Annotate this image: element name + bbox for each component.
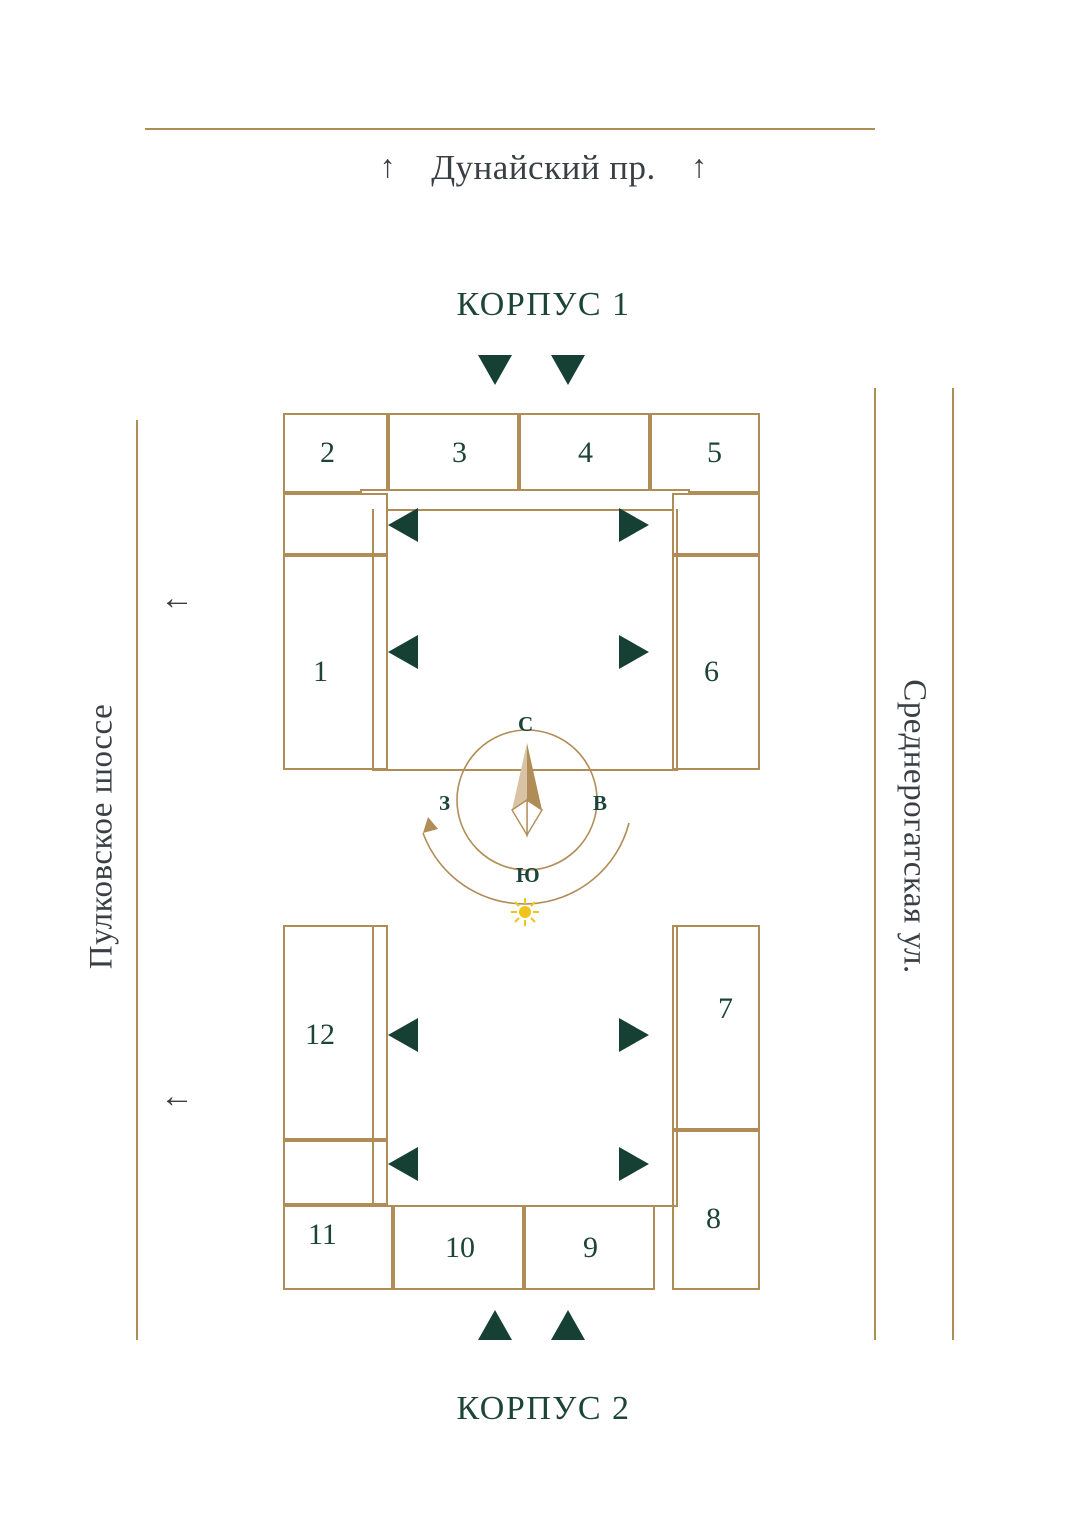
- compass-north-label: С: [518, 712, 534, 736]
- section-number-9: 9: [583, 1231, 598, 1264]
- section-number-12: 12: [305, 1018, 335, 1051]
- yard-marker-k2-bottom-right: [619, 1147, 649, 1181]
- yard-marker-k1-bottom-left: [388, 635, 418, 669]
- srednerogatskaya-street-line-outer: [952, 388, 954, 1340]
- srednerogatskaya-street-line-inner: [874, 388, 876, 1340]
- section-number-11: 11: [308, 1218, 337, 1251]
- entrance-arrow-korpus2-left: [478, 1310, 512, 1340]
- section-number-4: 4: [578, 436, 593, 469]
- yard-marker-k1-top-left: [388, 508, 418, 542]
- section-number-3: 3: [452, 436, 467, 469]
- section-number-8: 8: [706, 1202, 721, 1235]
- section-number-5: 5: [707, 436, 722, 469]
- dunaysky-street-line: [145, 128, 875, 130]
- section-number-10: 10: [445, 1231, 475, 1264]
- section-block-7[interactable]: [672, 925, 760, 1130]
- arrow-up-icon-right: ↑: [691, 148, 708, 184]
- entrance-arrow-korpus1-right: [551, 355, 585, 385]
- yard-marker-k2-top-left: [388, 1018, 418, 1052]
- yard-marker-k2-top-right: [619, 1018, 649, 1052]
- arrow-left-icon-bottom: ←: [160, 1078, 194, 1115]
- section-block-2[interactable]: [283, 413, 388, 493]
- section-block-5[interactable]: [650, 413, 760, 493]
- compass-south-label: Ю: [516, 863, 540, 887]
- arrow-up-icon-left: ↑: [379, 148, 396, 184]
- yard-marker-k2-bottom-left: [388, 1147, 418, 1181]
- korpus-1-label: КОРПУС 1: [456, 286, 631, 323]
- entrance-arrow-korpus2-right: [551, 1310, 585, 1340]
- compass-svg: [415, 705, 640, 935]
- arrow-left-icon-top: ←: [160, 580, 194, 617]
- dunaysky-street-label: [0, 148, 1087, 188]
- korpus-2-label: КОРПУС 2: [456, 1390, 631, 1427]
- yard-marker-k1-bottom-right: [619, 635, 649, 669]
- section-number-7: 7: [718, 992, 733, 1025]
- section-block-5-lower[interactable]: [672, 493, 760, 555]
- section-number-6: 6: [704, 655, 719, 688]
- section-number-2: 2: [320, 436, 335, 469]
- yard-marker-k1-top-right: [619, 508, 649, 542]
- compass-rose: [415, 705, 640, 935]
- compass-east-label: В: [593, 791, 608, 815]
- dunaysky-street-name: Дунайский пр.: [431, 148, 656, 187]
- section-block-11[interactable]: [283, 1205, 393, 1290]
- entrance-arrow-korpus1-left: [478, 355, 512, 385]
- pulkovskoe-street-line: [136, 420, 138, 1340]
- srednerogatskaya-street-label: Среднерогатская ул.: [896, 679, 933, 974]
- pulkovskoe-street-label: Пулковское шоссе: [83, 703, 120, 970]
- section-number-1: 1: [313, 655, 328, 688]
- compass-west-label: З: [439, 791, 451, 815]
